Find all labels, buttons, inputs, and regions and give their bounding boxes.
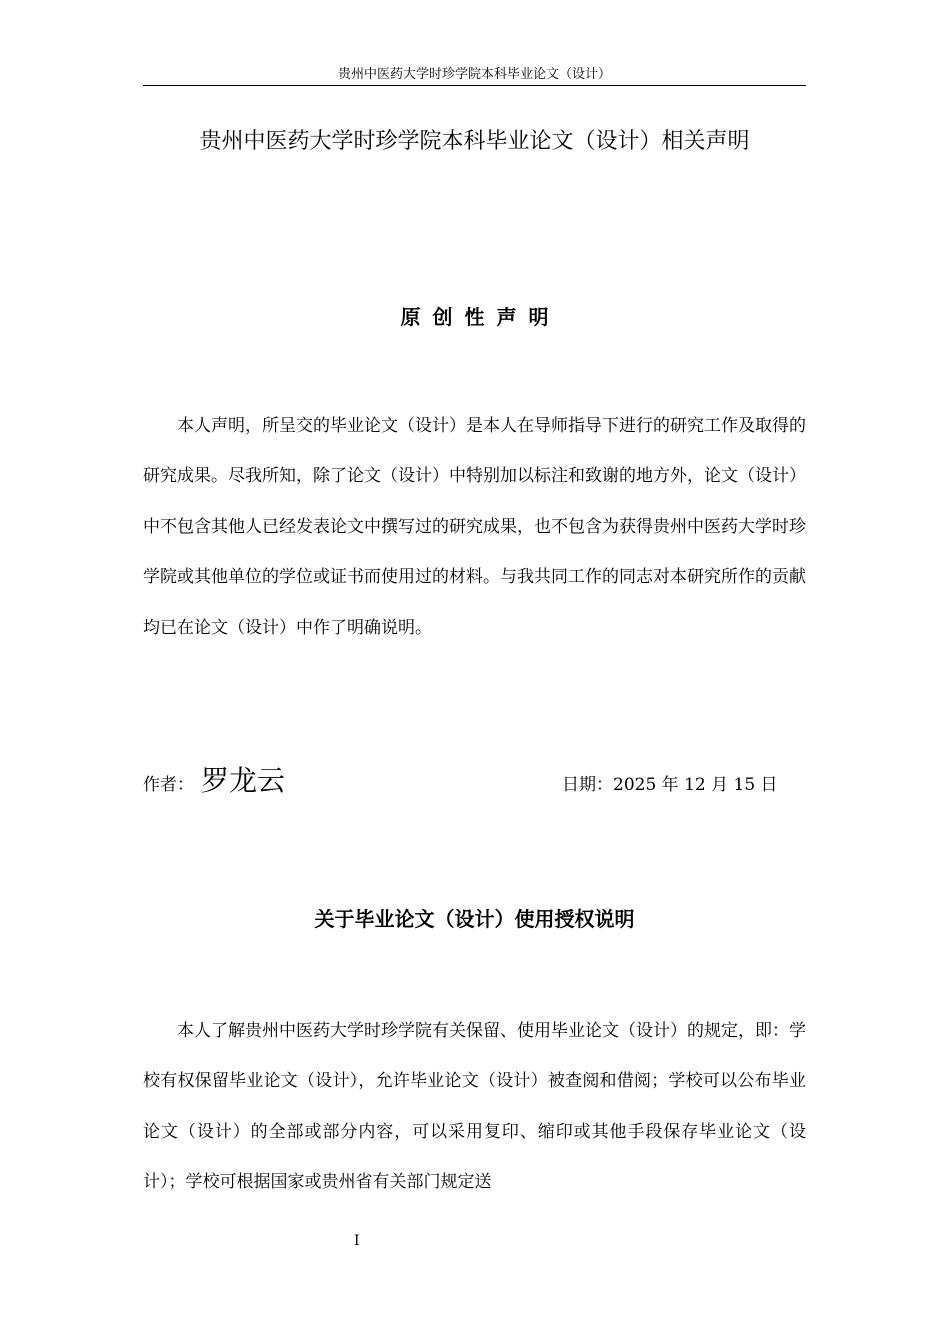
author-label: 作者：: [143, 775, 194, 795]
date-value: 2025 年 12 月 15 日: [613, 775, 778, 795]
signature-row: [143, 760, 806, 806]
date-field: [562, 772, 778, 798]
header-rule: [143, 85, 806, 86]
author-signature: 罗龙云: [201, 764, 286, 797]
page-number: I: [354, 1233, 360, 1249]
originality-statement-title: 原创性声明: [400, 305, 561, 329]
authorization-body: 本人了解贵州中医药大学时珍学院有关保留、使用毕业论文（设计）的规定，即：学校有权保留毕业论文（设计），允许毕业论文（设计）被查阅和借阅；学校可以公布毕业论文（设计）的全部或部分内容，可以采用复印、缩印或其他手段保存毕业论文（设计）；学校可根据国家或贵州省有关部门规定送: [143, 1021, 806, 1193]
originality-statement-body: 本人声明，所呈交的毕业论文（设计）是本人在导师指导下进行的研究工作及取得的研究成果。尽我所知，除了论文（设计）中特别加以标注和致谢的地方外，论文（设计）中不包含其他人已经发表论文中撰写过的研究成果，也不包含为获得贵州中医药大学时珍学院或其他单位的学位或证书而使用过的材料。与我共同工作的同志对本研究所作的贡献均已在论文（设计）中作了明确说明。: [143, 416, 806, 638]
document-title: 贵州中医药大学时珍学院本科毕业论文（设计）相关声明: [199, 129, 750, 154]
date-label: 日期：: [562, 775, 613, 795]
running-header: 贵州中医药大学时珍学院本科毕业论文（设计）: [337, 67, 611, 82]
authorization-title: 关于毕业论文（设计）使用授权说明: [314, 907, 635, 931]
